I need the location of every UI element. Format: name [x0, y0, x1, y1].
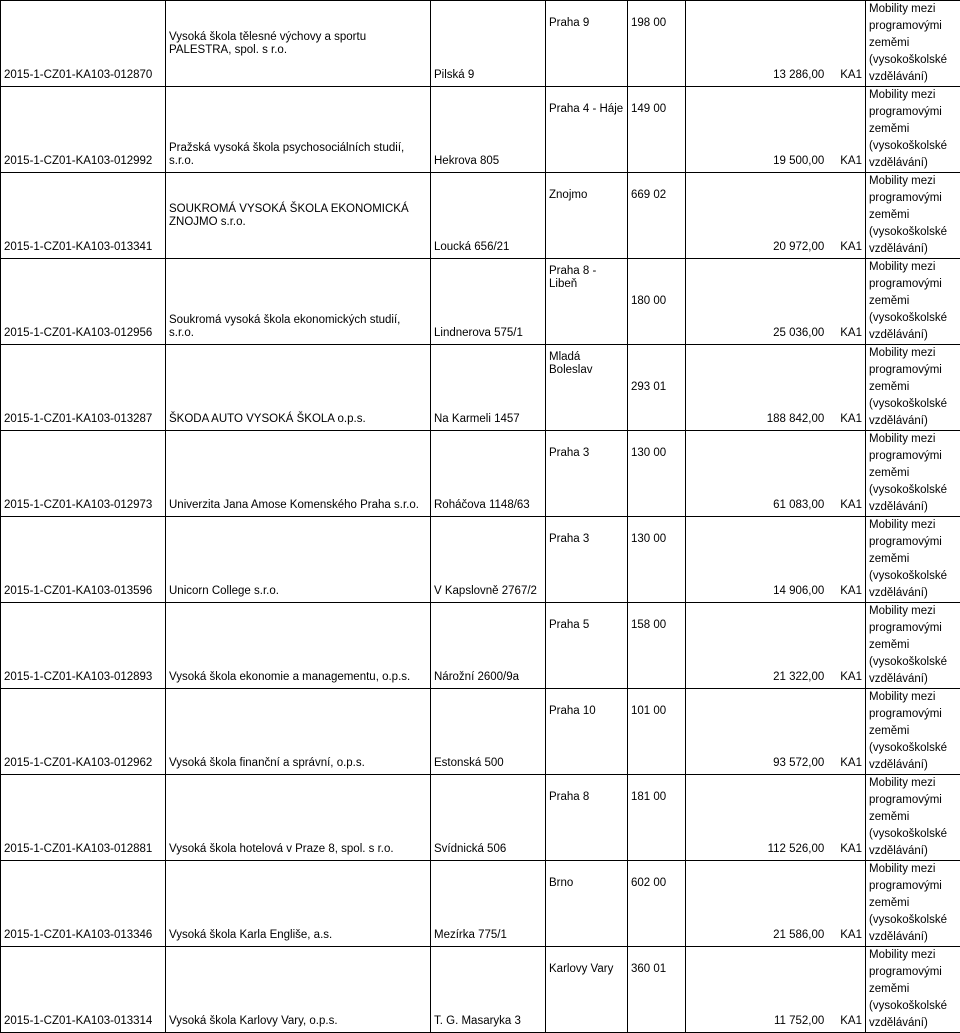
organisation-name: Vysoká škola Karla Engliše, a.s.: [166, 861, 431, 947]
table-row: [1, 345, 960, 431]
grant-amount-value: 11 752,00: [774, 1015, 824, 1027]
project-id: 2015-1-CZ01-KA103-012893: [1, 603, 166, 689]
grant-amount: [686, 603, 866, 689]
project-id: 2015-1-CZ01-KA103-013314: [1, 947, 166, 1033]
grant-amount-value: 13 286,00: [773, 69, 824, 81]
table-row: [1, 603, 960, 689]
organisation-name: Vysoká škola hotelová v Praze 8, spol. s r.o.: [166, 775, 431, 861]
street: V Kapslovně 2767/2: [431, 517, 546, 603]
city: Praha 5: [546, 603, 628, 689]
project-id: 2015-1-CZ01-KA103-013341: [1, 173, 166, 259]
programme: Mobility mezi programovými zeměmi (vysokoškolské vzdělávání): [866, 517, 960, 603]
street: Mezírka 775/1: [431, 861, 546, 947]
grant-amount-value: 21 586,00: [773, 929, 824, 941]
postal-code: 149 00: [628, 87, 686, 173]
programme: Mobility mezi programovými zeměmi (vysokoškolské vzdělávání): [866, 431, 960, 517]
grant-amount-value: 21 322,00: [773, 671, 824, 683]
project-id: 2015-1-CZ01-KA103-012992: [1, 87, 166, 173]
table-row: [1, 861, 960, 947]
programme: Mobility mezi programovými zeměmi (vysokoškolské vzdělávání): [866, 259, 960, 345]
organisation-name: Vysoká škola ekonomie a managementu, o.p.s.: [166, 603, 431, 689]
key-action: KA1: [840, 585, 862, 597]
table-row: [1, 1, 960, 87]
grant-amount: [686, 87, 866, 173]
postal-code: 602 00: [628, 861, 686, 947]
key-action: KA1: [840, 1015, 862, 1027]
grant-amount-value: 25 036,00: [773, 327, 824, 339]
street: Pilská 9: [431, 1, 546, 87]
project-id: 2015-1-CZ01-KA103-012962: [1, 689, 166, 775]
postal-code: 101 00: [628, 689, 686, 775]
grant-amount: [686, 345, 866, 431]
postal-code: 181 00: [628, 775, 686, 861]
city: Znojmo: [546, 173, 628, 259]
grant-amount: [686, 173, 866, 259]
city: Karlovy Vary: [546, 947, 628, 1033]
key-action: KA1: [840, 843, 862, 855]
street: Na Karmeli 1457: [431, 345, 546, 431]
project-id: 2015-1-CZ01-KA103-012956: [1, 259, 166, 345]
project-id: 2015-1-CZ01-KA103-012870: [1, 1, 166, 87]
street: Roháčova 1148/63: [431, 431, 546, 517]
postal-code: 360 01: [628, 947, 686, 1033]
postal-code: 198 00: [628, 1, 686, 87]
organisation-name: SOUKROMÁ VYSOKÁ ŠKOLA EKONOMICKÁ ZNOJMO s.r.o.: [166, 173, 431, 259]
key-action: KA1: [840, 327, 862, 339]
postal-code: 669 02: [628, 173, 686, 259]
key-action: KA1: [840, 413, 862, 425]
key-action: KA1: [840, 499, 862, 511]
city: Praha 3: [546, 431, 628, 517]
programme: Mobility mezi programovými zeměmi (vysokoškolské vzdělávání): [866, 775, 960, 861]
key-action: KA1: [840, 69, 862, 81]
grant-amount: [686, 1, 866, 87]
table-row: [1, 775, 960, 861]
programme: Mobility mezi programovými zeměmi (vysokoškolské vzdělávání): [866, 861, 960, 947]
organisation-name: Pražská vysoká škola psychosociálních studií, s.r.o.: [166, 87, 431, 173]
grant-amount: [686, 259, 866, 345]
project-id: 2015-1-CZ01-KA103-013596: [1, 517, 166, 603]
project-id: 2015-1-CZ01-KA103-013287: [1, 345, 166, 431]
table-row: [1, 689, 960, 775]
programme: Mobility mezi programovými zeměmi (vysokoškolské vzdělávání): [866, 1, 960, 87]
key-action: KA1: [840, 757, 862, 769]
organisation-name: Unicorn College s.r.o.: [166, 517, 431, 603]
grant-amount-value: 20 972,00: [773, 241, 824, 253]
organisation-name: Univerzita Jana Amose Komenského Praha s.r.o.: [166, 431, 431, 517]
postal-code: 158 00: [628, 603, 686, 689]
city: Praha 10: [546, 689, 628, 775]
city: Mladá Boleslav: [546, 345, 628, 431]
grant-amount: [686, 517, 866, 603]
city: Praha 3: [546, 517, 628, 603]
programme: Mobility mezi programovými zeměmi (vysokoškolské vzdělávání): [866, 87, 960, 173]
street: Loucká 656/21: [431, 173, 546, 259]
grant-amount: [686, 431, 866, 517]
organisation-name: Vysoká škola finanční a správní, o.p.s.: [166, 689, 431, 775]
project-id: 2015-1-CZ01-KA103-013346: [1, 861, 166, 947]
postal-code: 130 00: [628, 517, 686, 603]
table-row: [1, 87, 960, 173]
key-action: KA1: [840, 241, 862, 253]
city: Praha 8: [546, 775, 628, 861]
street: Nárožní 2600/9a: [431, 603, 546, 689]
table-row: [1, 173, 960, 259]
organisation-name: Vysoká škola Karlovy Vary, o.p.s.: [166, 947, 431, 1033]
organisation-name: Soukromá vysoká škola ekonomických studií, s.r.o.: [166, 259, 431, 345]
grant-amount-value: 61 083,00: [773, 499, 824, 511]
table-row: [1, 947, 960, 1033]
grant-amount-value: 112 526,00: [768, 843, 825, 855]
table-row: [1, 431, 960, 517]
postal-code: 293 01: [628, 345, 686, 431]
programme: Mobility mezi programovými zeměmi (vysokoškolské vzdělávání): [866, 947, 960, 1033]
organisation-name: ŠKODA AUTO VYSOKÁ ŠKOLA o.p.s.: [166, 345, 431, 431]
organisation-name: Vysoká škola tělesné výchovy a sportu PALESTRA, spol. s r.o.: [166, 1, 431, 87]
street: T. G. Masaryka 3: [431, 947, 546, 1033]
project-id: 2015-1-CZ01-KA103-012881: [1, 775, 166, 861]
project-id: 2015-1-CZ01-KA103-012973: [1, 431, 166, 517]
table-row: [1, 259, 960, 345]
key-action: KA1: [840, 155, 862, 167]
street: Lindnerova 575/1: [431, 259, 546, 345]
programme: Mobility mezi programovými zeměmi (vysokoškolské vzdělávání): [866, 345, 960, 431]
city: Praha 9: [546, 1, 628, 87]
grant-amount-value: 14 906,00: [773, 585, 824, 597]
grant-amount: [686, 861, 866, 947]
city: Praha 8 - Libeň: [546, 259, 628, 345]
grant-amount: [686, 689, 866, 775]
city: Praha 4 - Háje: [546, 87, 628, 173]
programme: Mobility mezi programovými zeměmi (vysokoškolské vzdělávání): [866, 173, 960, 259]
key-action: KA1: [840, 671, 862, 683]
street: Hekrova 805: [431, 87, 546, 173]
grant-amount-value: 93 572,00: [773, 757, 824, 769]
key-action: KA1: [840, 929, 862, 941]
table-row: [1, 517, 960, 603]
postal-code: 130 00: [628, 431, 686, 517]
street: Svídnická 506: [431, 775, 546, 861]
city: Brno: [546, 861, 628, 947]
projects-table-body: [1, 1, 960, 1033]
grant-amount-value: 188 842,00: [767, 413, 825, 425]
postal-code: 180 00: [628, 259, 686, 345]
programme: Mobility mezi programovými zeměmi (vysokoškolské vzdělávání): [866, 689, 960, 775]
programme: Mobility mezi programovými zeměmi (vysokoškolské vzdělávání): [866, 603, 960, 689]
street: Estonská 500: [431, 689, 546, 775]
grant-amount: [686, 947, 866, 1033]
grant-amount-value: 19 500,00: [773, 155, 824, 167]
grant-amount: [686, 775, 866, 861]
